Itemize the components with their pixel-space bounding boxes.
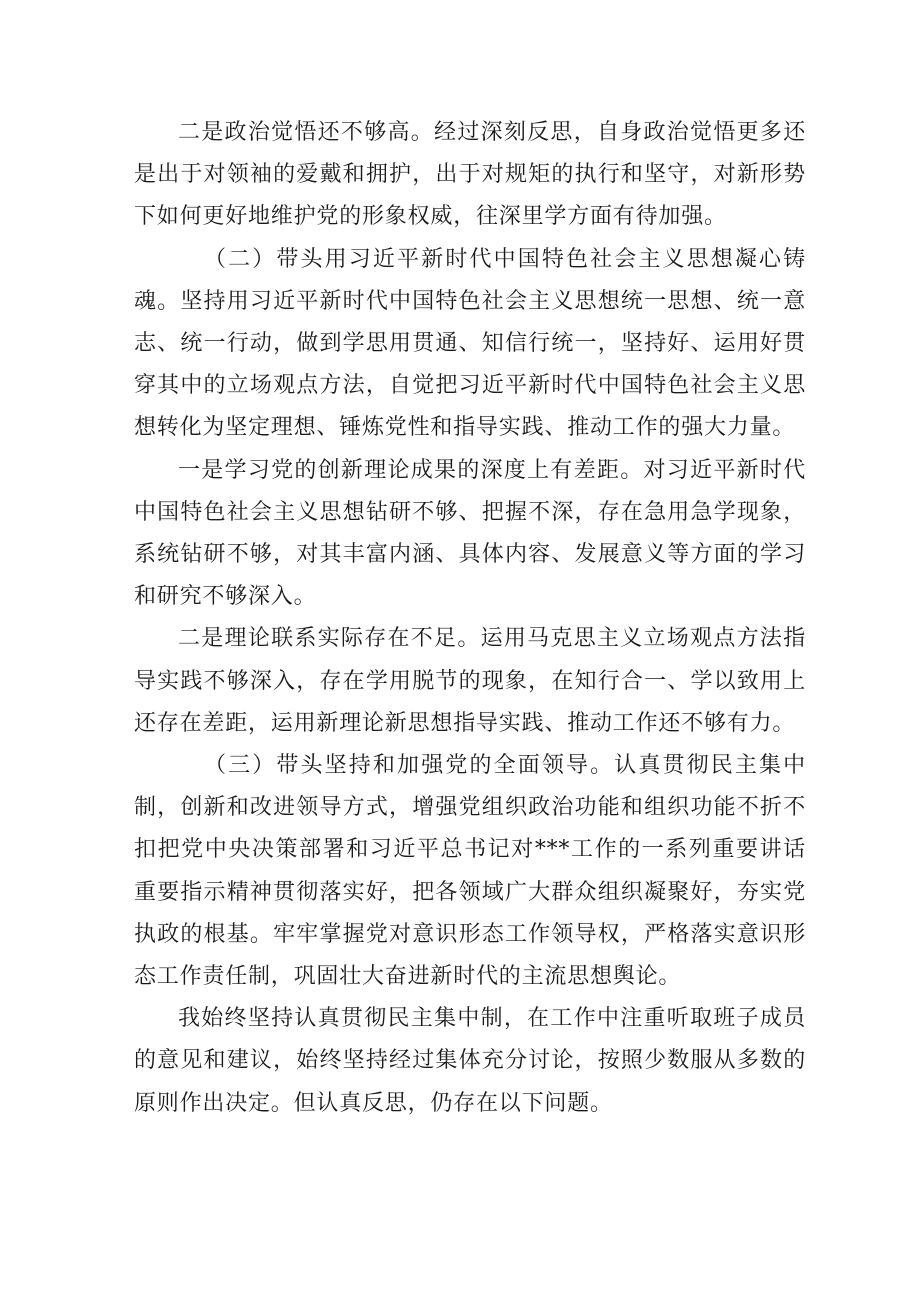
paragraph-political-awareness: 二是政治觉悟还不够高。经过深刻反思，自身政治觉悟更多还是出于对领袖的爱戴和拥护，出于对规矩的执行和坚守，对新形势下如何更好地维护党的形象权威，往深里学方面有待加强。 <box>134 120 806 230</box>
document-body <box>134 112 806 1125</box>
section-heading-3: （三）带头坚持和加强党的全面领导。认真贯彻民主集中制，创新和改进领导方式，增强党组织政治功能和组织功能不折不扣把党中央决策部署和习近平总书记对***工作的一系列重要讲话重要指示精神贯彻落实好，把各领域广大群众组织凝聚好，夯实党执政的根基。牢牢掌握党对意识形态工作领导权，严格落实意识形态工作责任制，巩固壮大奋进新时代的主流思想舆论。 <box>134 753 806 990</box>
paragraph-study-depth: 一是学习党的创新理论成果的深度上有差距。对习近平新时代中国特色社会主义思想钻研不够、把握不深，存在急用急学现象，系统钻研不够，对其丰富内涵、具体内容、发展意义等方面的学习和研究不够深入。 <box>134 457 806 610</box>
paragraph-theory-practice: 二是理论联系实际存在不足。运用马克思主义立场观点方法指导实践不够深入，存在学用脱节的现象，在知行合一、学以致用上还存在差距，运用新理论新思想指导实践、推动工作还不够有力。 <box>134 626 806 736</box>
section-heading-2: （二）带头用习近平新时代中国特色社会主义思想凝心铸魂。坚持用习近平新时代中国特色社会主义思想统一思想、统一意志、统一行动，做到学思用贯通、知信行统一，坚持好、运用好贯穿其中的立场观点方法，自觉把习近平新时代中国特色社会主义思想转化为坚定理想、锤炼党性和指导实践、推动工作的强大力量。 <box>134 246 806 441</box>
paragraph-democratic-centralism: 我始终坚持认真贯彻民主集中制，在工作中注重听取班子成员的意见和建议，始终坚持经过集体充分讨论，按照少数服从多数的原则作出决定。但认真反思，仍存在以下问题。 <box>134 1006 806 1116</box>
